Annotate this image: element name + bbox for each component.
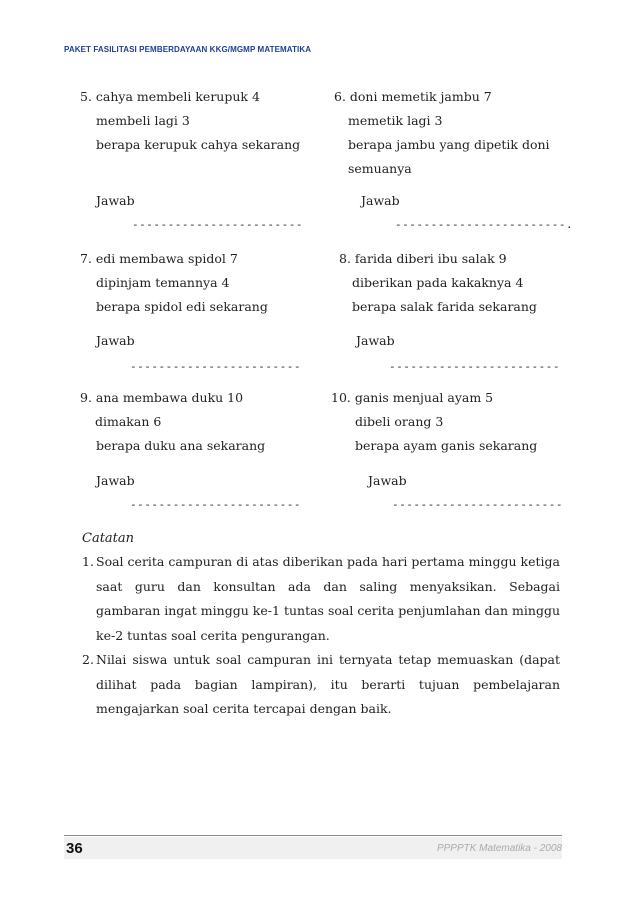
problem-line: memetik lagi 3 xyxy=(348,113,443,128)
problem-line: berapa salak farida sekarang xyxy=(352,299,537,314)
jawab-label: Jawab xyxy=(356,333,395,348)
problem-line: berapa jambu yang dipetik doni xyxy=(348,137,550,152)
footer-divider xyxy=(64,835,562,836)
answer-line: ------------------------. xyxy=(395,218,574,231)
problem-line: diberikan pada kakaknya 4 xyxy=(352,275,524,290)
answer-line: ------------------------ xyxy=(130,498,301,511)
problem-line: berapa spidol edi sekarang xyxy=(96,299,268,314)
problem-line: berapa ayam ganis sekarang xyxy=(355,438,538,453)
problem-line: semuanya xyxy=(348,161,412,176)
jawab-label: Jawab xyxy=(368,473,407,488)
problem-line: 8. farida diberi ibu salak 9 xyxy=(339,251,507,266)
jawab-label: Jawab xyxy=(96,193,135,208)
problem-line: 10. ganis menjual ayam 5 xyxy=(331,390,494,405)
problem-line: 5. cahya membeli kerupuk 4 xyxy=(80,89,260,104)
problem-line: 6. doni memetik jambu 7 xyxy=(334,89,492,104)
jawab-label: Jawab xyxy=(96,473,135,488)
note-number: 1. xyxy=(82,554,94,569)
problem-line: membeli lagi 3 xyxy=(96,113,190,128)
problem-line: 9. ana membawa duku 10 xyxy=(80,390,244,405)
problem-line: dipinjam temannya 4 xyxy=(96,275,230,290)
problem-line: berapa kerupuk cahya sekarang xyxy=(96,137,301,152)
problem-line: dimakan 6 xyxy=(95,414,162,429)
jawab-label: Jawab xyxy=(361,193,400,208)
catatan-item-2 xyxy=(82,648,560,722)
page-number: 36 xyxy=(66,840,83,857)
note-number: 2. xyxy=(82,652,94,667)
problem-line: 7. edi membawa spidol 7 xyxy=(80,251,238,266)
footer-text: PPPPTK Matematika - 2008 xyxy=(436,843,562,854)
page-header: PAKET FASILITASI PEMBERDAYAAN KKG/MGMP MATEMATIKA xyxy=(64,45,312,54)
note-text: Nilai siswa untuk soal campuran ini ternyata tetap memuaskan (dapat dilihat pada bagian lampiran), itu berarti tujuan pembelajaran mengajarkan soal cerita tercapai dengan baik. xyxy=(96,652,560,716)
note-text: Soal cerita campuran di atas diberikan pada hari pertama minggu ketiga saat guru dan konsultan ada dan saling menyaksikan. Sebagai gambaran ingat minggu ke-1 tuntas soal cerita penjumlahan dan minggu ke-2 tuntas soal cerita pengurangan. xyxy=(96,554,560,643)
problem-line: berapa duku ana sekarang xyxy=(96,438,266,453)
problem-line: dibeli orang 3 xyxy=(355,414,444,429)
answer-line: ------------------------ xyxy=(392,498,563,511)
answer-line: ------------------------ xyxy=(389,360,560,373)
catatan-item-1 xyxy=(82,550,560,648)
answer-line: ------------------------ xyxy=(130,360,301,373)
answer-line: ------------------------ xyxy=(132,218,303,231)
catatan-heading: Catatan xyxy=(82,531,135,546)
jawab-label: Jawab xyxy=(96,333,135,348)
